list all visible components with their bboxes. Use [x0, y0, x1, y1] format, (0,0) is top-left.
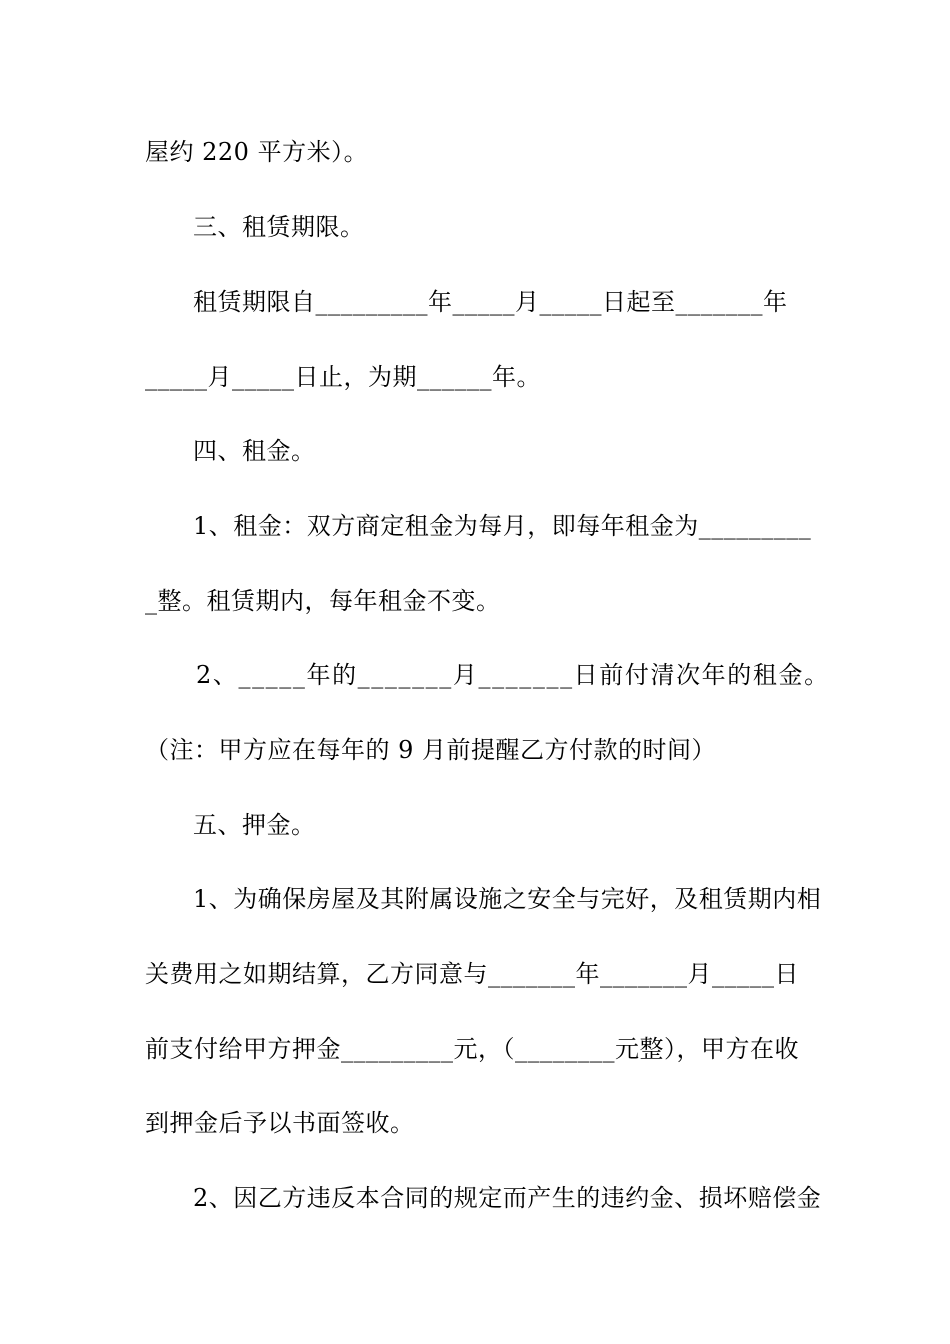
text-line-deposit-purpose: 1、为确保房屋及其附属设施之安全与完好，及租赁期内相	[193, 885, 822, 913]
text-line-payment-date: 2、_____年的_______月_______日前付清次年的租金。	[196, 661, 830, 689]
text-line-lease-period: 租赁期限自_________年_____月_____日起至_______年	[193, 288, 788, 316]
text-line-penalty: 2、因乙方违反本合同的规定而产生的违约金、损坏赔偿金	[193, 1184, 822, 1212]
text-line-rent-unchanged: _整。租赁期内，每年租金不变。	[145, 587, 501, 615]
text-line-lease-period-end: _____月_____日止，为期______年。	[145, 363, 541, 391]
text-line-deposit-date: 关费用之如期结算，乙方同意与_______年_______月_____日	[145, 960, 799, 988]
text-line-deposit-receipt: 到押金后予以书面签收。	[145, 1109, 415, 1137]
text-line-deposit-amount: 前支付给甲方押金_________元，（________元整），甲方在收	[145, 1035, 799, 1063]
text-line-note: （注：甲方应在每年的 9 月前提醒乙方付款的时间）	[145, 736, 717, 764]
section-heading-lease-term: 三、租赁期限。	[193, 213, 365, 241]
section-heading-deposit: 五、押金。	[193, 811, 316, 839]
text-line-rent-amount: 1、租金：双方商定租金为每月，即每年租金为_________	[193, 512, 812, 540]
section-heading-rent: 四、租金。	[193, 437, 316, 465]
text-line-area: 屋约 220 平方米）。	[145, 138, 369, 166]
